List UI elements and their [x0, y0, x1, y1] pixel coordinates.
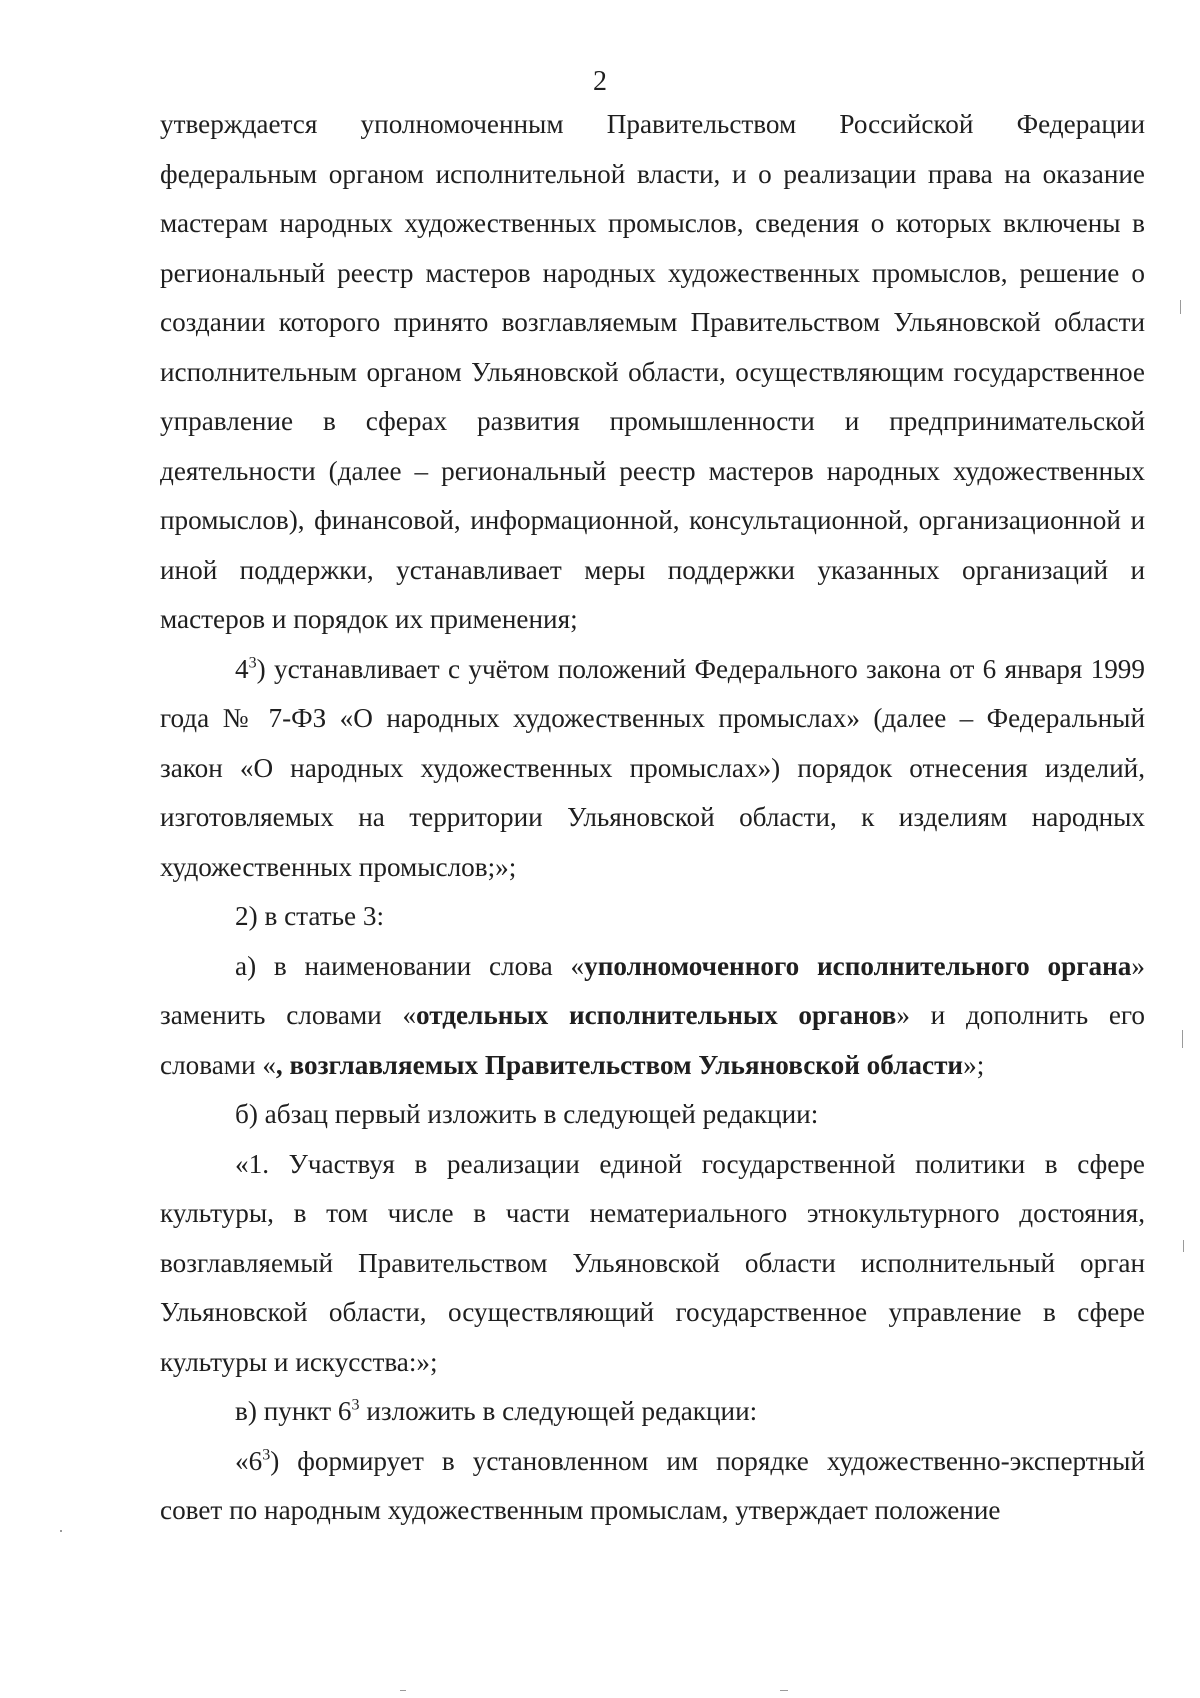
paragraph-item-v — [160, 1387, 1145, 1437]
paragraph-item-b: б) абзац первый изложить в следующей редакции: — [235, 1099, 819, 1129]
bold-segment: уполномоченного исполнительного органа — [584, 950, 1132, 981]
item-superscript: 3 — [262, 1446, 271, 1464]
text-segment: в) пункт 6 — [235, 1396, 352, 1426]
scan-speck — [780, 1690, 788, 1691]
scan-speck — [1182, 1030, 1183, 1048]
paragraph-item-4-3 — [160, 645, 1145, 893]
scan-speck — [1183, 1240, 1184, 1252]
text-segment: » заменить словами « — [160, 950, 1145, 1030]
scan-speck — [1180, 300, 1181, 314]
paragraph-quote-6-3 — [160, 1437, 1145, 1536]
scan-speck — [400, 1690, 406, 1691]
item-number: 4 — [235, 653, 249, 684]
paragraph-continuation: утверждается уполномоченным Правительством Российской Федерации федеральным органом исполнительной власти, и о реализации права на оказание мастерам народных художественных промыслов, сведения о которых включены в региональный реестр мастеров народных художественных промыслов, решение о создании которого принято возглавляемым Правительством Ульяновской области исполнительным органом Ульяновской области, осуществляющим государственное управление в сферах развития промышленности и предпринимательской деятельности (далее – региональный реестр мастеров народных художественных промыслов), финансовой, информационной, консультационной, организационной и иной поддержки, устанавливает меры поддержки указанных организаций и мастеров и порядок их применения; — [160, 109, 1145, 634]
document-body — [160, 100, 1145, 1536]
item-text: ) устанавливает с учётом положений Федерального закона от 6 января 1999 года № 7-ФЗ «О народных художественных промыслах» (далее – Федеральный закон «О народных художественных промыслах») порядок отнесения изделий, изготовляемых на территории Ульяновской области, к изделиям народных художественных промыслов;»; — [160, 653, 1145, 882]
item-superscript: 3 — [351, 1396, 360, 1414]
scan-speck — [60, 1530, 62, 1532]
bold-segment: отдельных исполнительных органов — [416, 1000, 897, 1030]
paragraph-article-3: 2) в статье 3: — [235, 901, 385, 931]
paragraph-quote-1: «1. Участвуя в реализации единой государственной политики в сфере культуры, в том числе в части нематериального этнокультурного достояния, возглавляемый Правительством Ульяновской области исполнительный орган Ульяновской области, осуществляющий государственное управление в сфере культуры и искусства:»; — [160, 1148, 1145, 1377]
text-segment: «6 — [235, 1445, 263, 1476]
bold-segment: , возглавляемых Правительством Ульяновской области — [275, 1049, 964, 1080]
paragraph-item-a — [160, 942, 1145, 1091]
text-segment: ) формирует в установленном им порядке художественно-экспертный совет по народным художественным промыслам, утверждает положение — [160, 1445, 1145, 1525]
text-segment: а) в наименовании слова « — [235, 950, 585, 981]
text-segment: изложить в следующей редакции: — [359, 1396, 758, 1426]
item-superscript: 3 — [248, 654, 257, 672]
text-segment: » и дополнить его словами « — [160, 1000, 1145, 1080]
page-number: 2 — [593, 66, 607, 97]
text-segment: »; — [963, 1049, 985, 1080]
